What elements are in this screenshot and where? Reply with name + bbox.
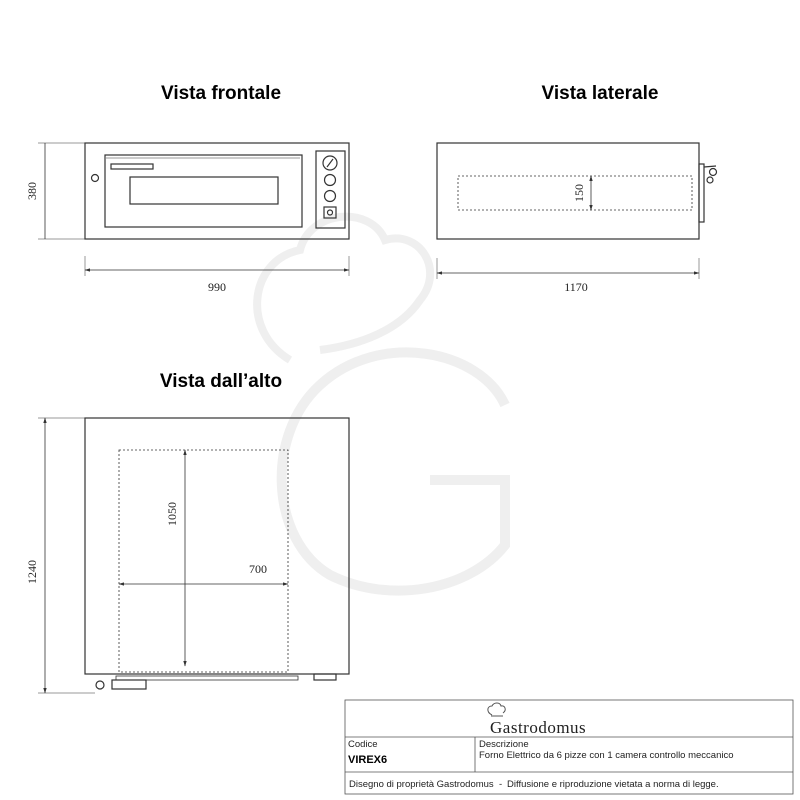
top-view-title: Vista dall’alto [159,371,283,392]
side-chamber-height-label: 150 [572,184,586,202]
side-depth-label: 1170 [564,280,588,294]
title-block [345,700,793,794]
side-view-title: Vista laterale [541,83,659,104]
top-front-knob [96,681,104,689]
front-width-label: 990 [208,280,226,294]
front-light-knob [92,175,99,182]
control-knob-1 [325,175,336,186]
top-front-foot [314,674,336,680]
description-label: Descrizione [479,739,529,750]
brand-name: Gastrodomus [490,718,587,737]
top-chamber-width-label: 700 [249,562,267,576]
brand-logo-icon [488,703,505,716]
control-knob-2 [325,191,336,202]
front-view [25,83,349,294]
side-depth-dimension [437,258,699,279]
code-value: VIREX6 [348,754,388,766]
front-height-label: 380 [25,182,39,200]
code-label: Codice [348,739,378,750]
oven-door [105,155,302,227]
door-window [130,177,278,204]
side-rear-connector [710,169,717,176]
top-depth-label: 1240 [25,560,39,584]
notice-text: Diffusione e riproduzione vietata a norma di legge. [507,779,719,790]
description-value: Forno Elettrico da 6 pizze con 1 camera controllo meccanico [479,750,734,761]
door-handle [111,164,153,169]
separator-dash: - [499,779,503,790]
top-depth-dimension [38,418,95,693]
ownership-text: Disegno di proprietà Gastrodomus [349,779,494,790]
side-view [437,83,717,294]
top-chamber [119,450,288,672]
side-rear-bracket [699,164,704,222]
front-view-outline [85,143,349,239]
front-view-title: Vista frontale [160,83,282,104]
top-view [25,371,349,693]
top-chamber-depth-label: 1050 [165,502,179,526]
front-height-dimension [38,143,85,239]
top-front-handle [112,680,146,689]
front-width-dimension [85,256,349,276]
